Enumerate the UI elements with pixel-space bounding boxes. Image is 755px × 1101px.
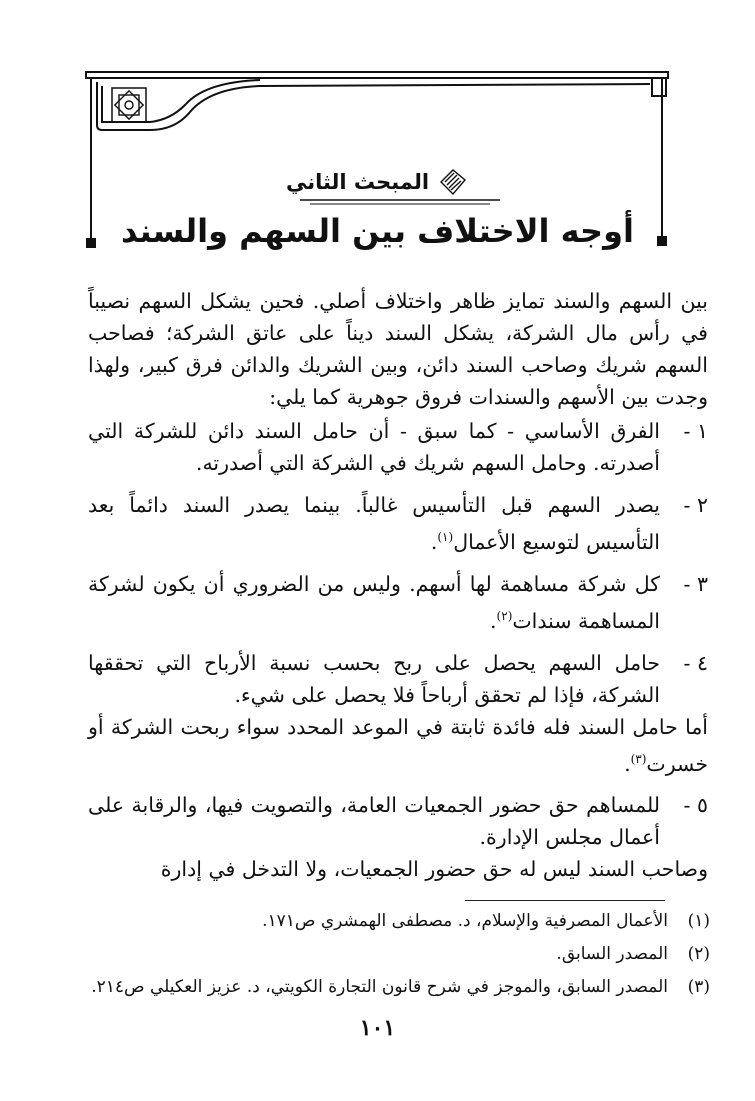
item-text: يصدر السهم قبل التأسيس غالباً. بينما يصدر السند دائماً بعد التأسيس لتوسيع الأعمال$^{(١)}$. <box>88 493 660 554</box>
section-label: المبحث الثاني <box>285 170 430 194</box>
list-item <box>88 789 708 853</box>
item-number: ٣ - <box>683 571 708 596</box>
item-text: كل شركة مساهمة لها أسهم. وليس من الضروري أن يكون لشركة المساهمة سندات$^{(٢)}$. <box>88 571 660 633</box>
footnotes <box>90 905 710 1004</box>
footnote-ref: (١) <box>437 530 454 544</box>
heading-underline <box>0 198 755 206</box>
ornament-icon <box>112 88 146 122</box>
page-number: ١٠١ <box>359 1015 396 1041</box>
book-icon <box>437 168 469 196</box>
footnote-number: (١) <box>687 911 710 931</box>
footnote-divider <box>465 900 665 901</box>
section-heading <box>0 168 755 201</box>
footnote <box>90 905 710 938</box>
item-number: ٤ - <box>683 650 708 675</box>
footnote-text: الأعمال المصرفية والإسلام، د. مصطفى الهمشري ص١٧١. <box>262 911 668 931</box>
page-title: أوجه الاختلاف بين السهم والسند <box>121 212 634 250</box>
item-continuation: أما حامل السند فله فائدة ثابتة في الموعد المحدد سواء ربحت الشركة أو خسرت$^{(٣)}$. <box>88 714 708 776</box>
item-number: ٢ - <box>683 493 708 517</box>
list-item <box>88 415 708 479</box>
footnote-text: المصدر السابق. <box>556 944 668 964</box>
list-item <box>88 489 708 558</box>
footnote-ref: (٢) <box>496 608 513 623</box>
body-text <box>88 285 708 885</box>
item-text: حامل السهم يحصل على ربح بحسب نسبة الأرباح التي تحققها الشركة، فإذا لم تحقق أرباحاً فلا يحصل على شيء. <box>88 650 660 707</box>
footnote <box>90 938 710 971</box>
list-item <box>88 647 708 711</box>
item-text: الفرق الأساسي - كما سبق - أن حامل السند دائن للشركة التي أصدرته. وحامل السهم شريك في الشركة التي أصدرته. <box>88 419 660 475</box>
footnote-ref: (٣) <box>630 751 647 766</box>
footnote-number: (٢) <box>687 944 710 964</box>
item-number: ١ - <box>683 419 708 443</box>
footnote-text: المصدر السابق، والموجز في شرح قانون التجارة الكويتي، د. عزيز العكيلي ص٢١٤. <box>91 977 668 997</box>
item-text: للمساهم حق حضور الجمعيات العامة، والتصويت فيها، والرقابة على أعمال مجلس الإدارة. <box>88 793 660 850</box>
item-number: ٥ - <box>683 793 708 818</box>
list-item <box>88 568 708 637</box>
footnote <box>90 971 710 1004</box>
footnote-number: (٣) <box>687 977 710 997</box>
item-continuation: وصاحب السند ليس له حق حضور الجمعيات، ولا التدخل في إدارة <box>160 857 708 882</box>
intro-paragraph: بين السهم والسند تمايز ظاهر واختلاف أصلي. فحين يشكل السهم نصيباً في رأس مال الشركة، يشكل السند ديناً على عاتق الشركة؛ فصاحب السهم شريك وصاحب السند دائن، وبين الشريك والدائن فرق كبير، ولهذا وجدت بين الأسهم والسندات فروق جوهرية كما يلي: <box>88 289 708 409</box>
